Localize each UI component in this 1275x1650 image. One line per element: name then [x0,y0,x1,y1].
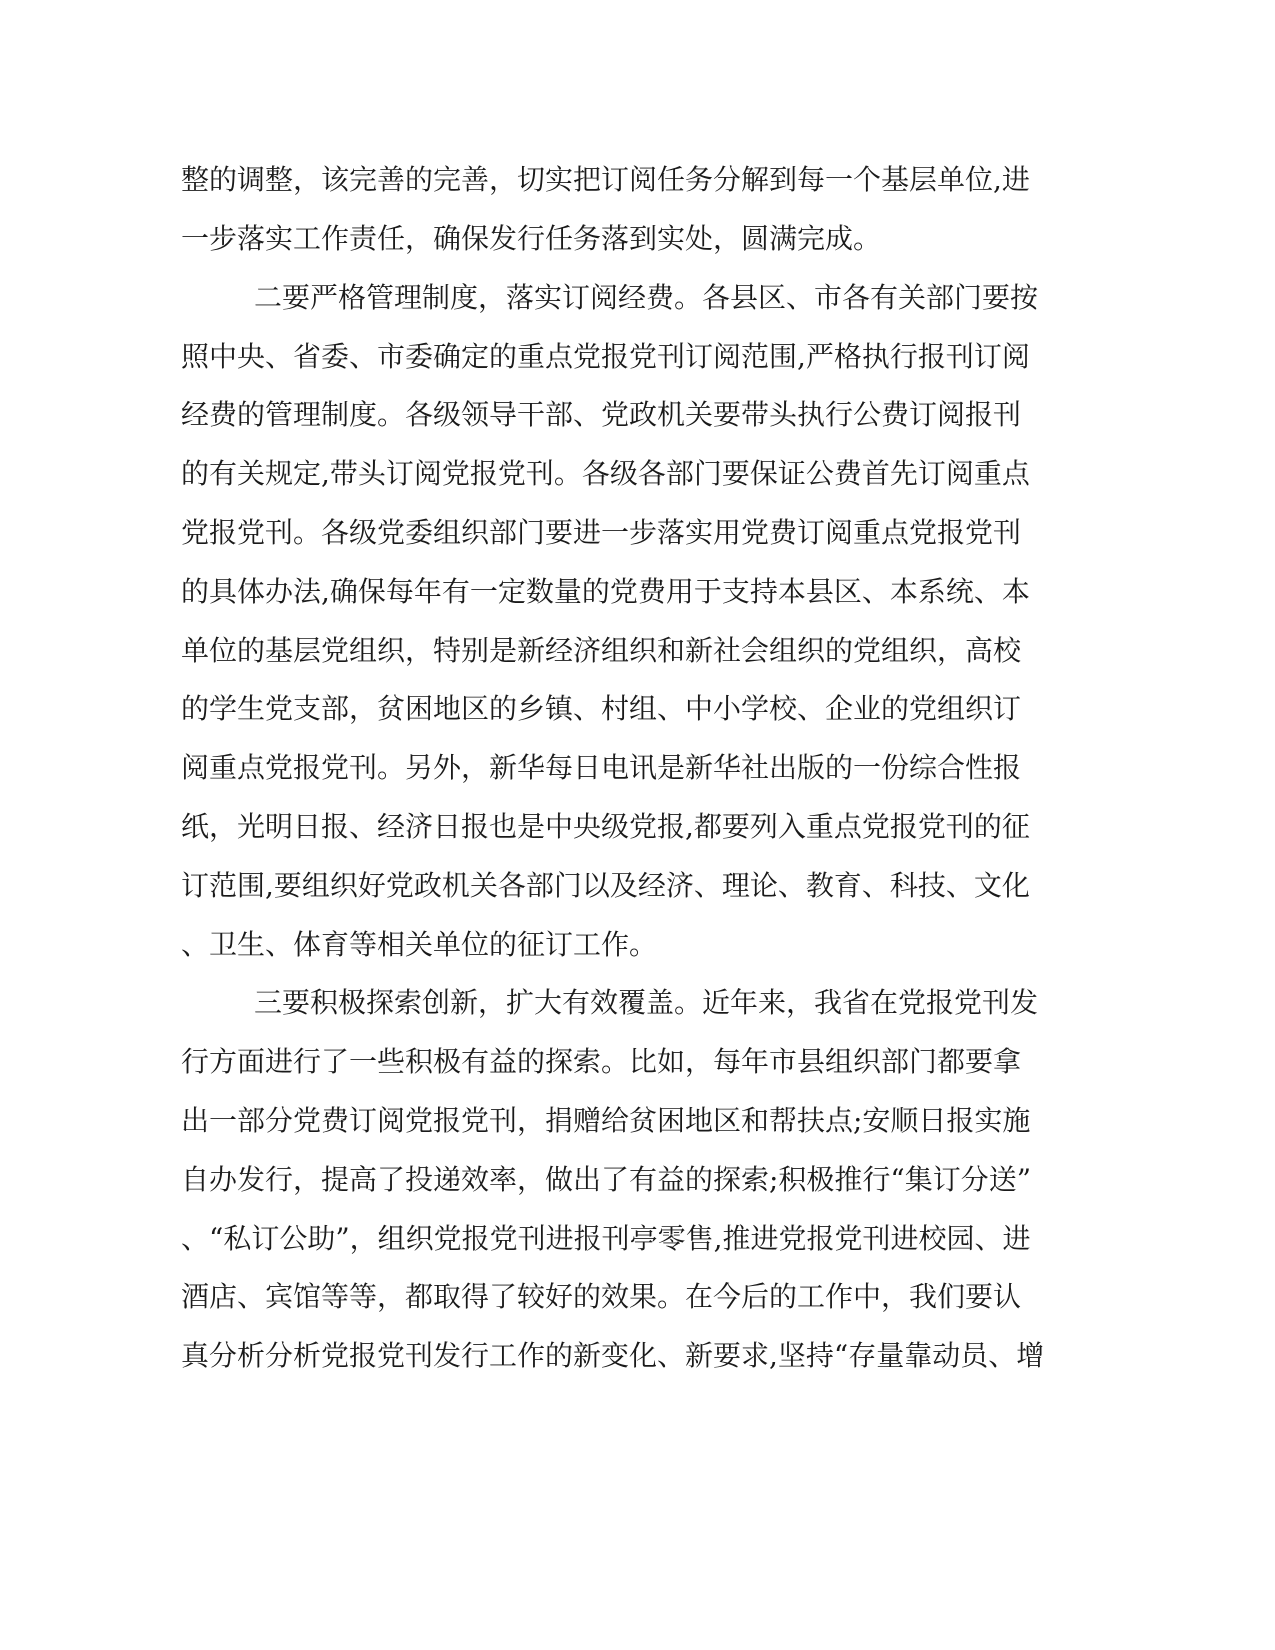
text-line: 出一部分党费订阅党报党刊，捐赠给贫困地区和帮扶点;安顺日报实施 [181,1104,1031,1137]
text-line: 订范围,要组织好党政机关各部门以及经济、理论、教育、科技、文化 [181,869,1030,902]
text-line: 二要严格管理制度，落实订阅经费。各县区、市各有关部门要按 [254,281,1039,314]
text-line: 三要积极探索创新，扩大有效覆盖。近年来，我省在党报党刊发 [254,986,1039,1019]
text-line: 的具体办法,确保每年有一定数量的党费用于支持本县区、本系统、本 [181,575,1030,608]
text-line: 的学生党支部，贫困地区的乡镇、村组、中小学校、企业的党组织订 [181,692,1022,725]
text-line: 单位的基层党组织，特别是新经济组织和新社会组织的党组织，高校 [181,634,1022,667]
text-line: 整的调整，该完善的完善，切实把订阅任务分解到每一个基层单位,进 [181,163,1030,196]
text-line: 、卫生、体育等相关单位的征订工作。 [181,928,658,961]
text-line: 、“私订公助”，组织党报党刊进报刊亭零售,推进党报党刊进校园、进 [181,1222,1031,1255]
text-line: 党报党刊。各级党委组织部门要进一步落实用党费订阅重点党报党刊 [181,516,1022,549]
text-line: 行方面进行了一些积极有益的探索。比如，每年市县组织部门都要拿 [181,1045,1022,1078]
text-line: 经费的管理制度。各级领导干部、党政机关要带头执行公费订阅报刊 [181,398,1022,431]
text-line: 纸，光明日报、经济日报也是中央级党报,都要列入重点党报党刊的征 [181,810,1030,843]
text-line: 酒店、宾馆等等，都取得了较好的效果。在今后的工作中，我们要认 [181,1280,1022,1313]
text-line: 一步落实工作责任，确保发行任务落到实处，圆满完成。 [181,222,882,255]
text-line: 自办发行，提高了投递效率，做出了有益的探索;积极推行“集订分送” [181,1163,1032,1196]
text-line: 的有关规定,带头订阅党报党刊。各级各部门要保证公费首先订阅重点 [181,457,1030,490]
text-line: 真分析分析党报党刊发行工作的新变化、新要求,坚持“存量靠动员、增 [181,1339,1045,1372]
text-line: 阅重点党报党刊。另外，新华每日电讯是新华社出版的一份综合性报 [181,751,1022,784]
text-line: 照中央、省委、市委确定的重点党报党刊订阅范围,严格执行报刊订阅 [181,340,1030,373]
